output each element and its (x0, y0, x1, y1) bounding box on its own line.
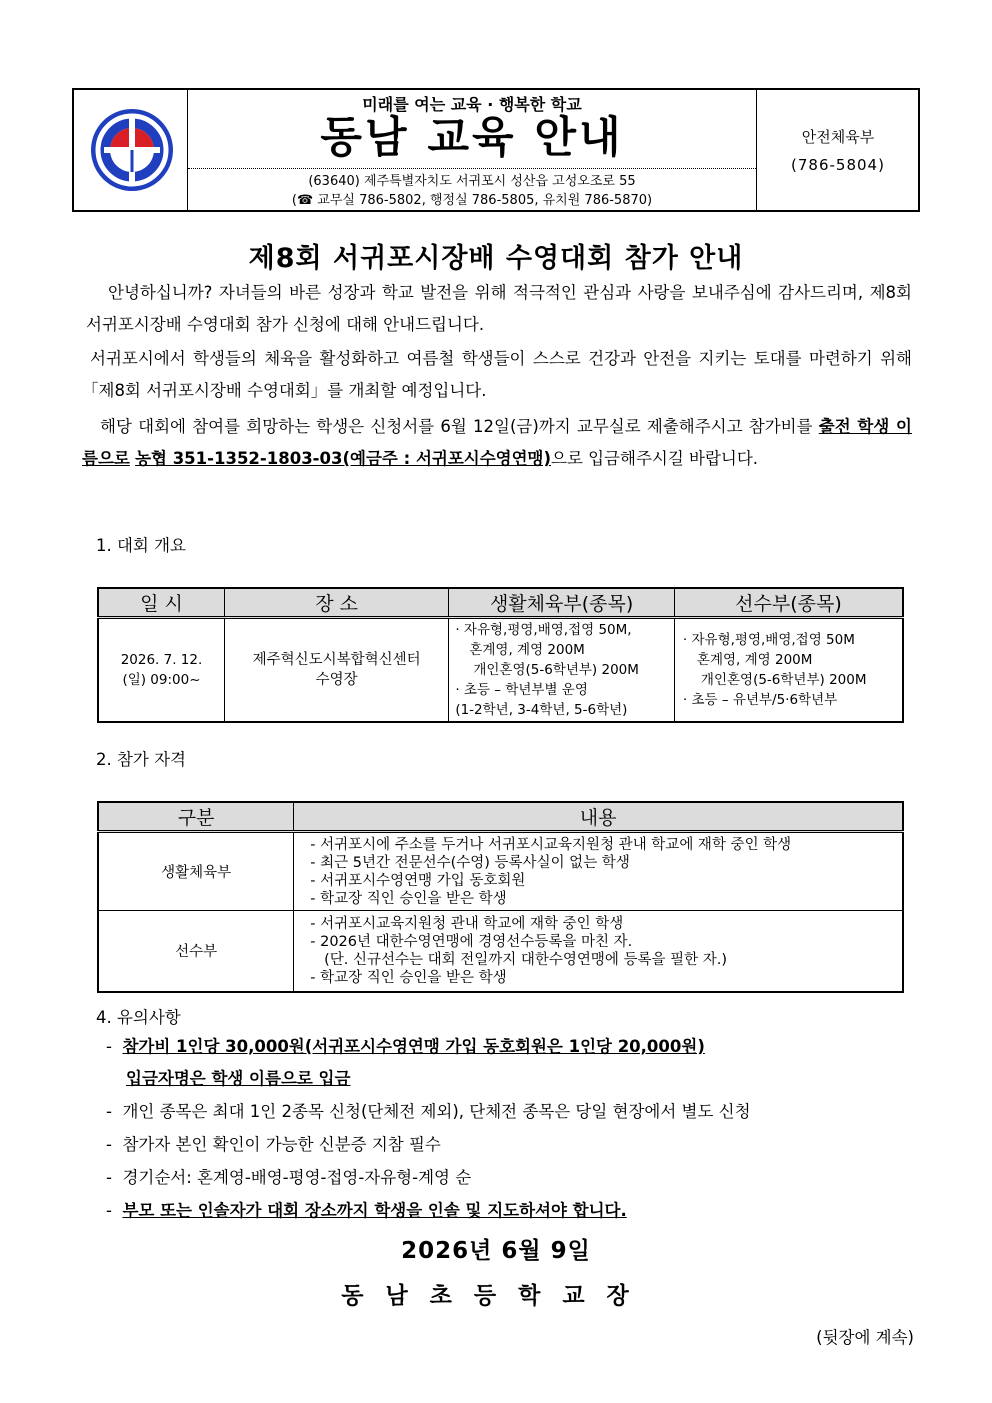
cell-content-amateur (294, 832, 903, 911)
cell-athlete (674, 618, 903, 722)
section-heading-eligibility: 2. 참가 자격 (96, 750, 186, 769)
list-item: - 최근 5년간 전문선수(수영) 등록사실이 없는 학생 (310, 854, 630, 871)
amateur-line-3: 개인혼영(5-6학년부) 200M (473, 661, 639, 678)
list-item: - 학교장 직인 승인을 받은 학생 (310, 969, 507, 986)
amateur-line-2: 혼계영, 계영 200M (469, 641, 585, 658)
cell-venue (224, 618, 448, 722)
athlete-line-1: · 자유형,평영,배영,접영 50M (682, 631, 855, 648)
bullet-dash: - (106, 1201, 112, 1220)
intro-text-3b: 출전 학생 이름으로 (82, 417, 912, 468)
slogan: 미래를 여는 교육 · 행복한 학교 (362, 95, 582, 114)
datetime-line-1: 2026. 7. 12. (120, 651, 203, 668)
cell-datetime (98, 618, 224, 722)
intro-paragraph-3 (82, 411, 912, 475)
table-row (98, 618, 903, 722)
datetime-line-2: (일) 09:00~ (122, 671, 201, 688)
bullet-dash: - (106, 1135, 112, 1154)
note-fee (106, 1036, 705, 1058)
list-item: (단. 신규선수는 대회 전일까지 대한수영연맹에 등록을 필한 자.) (310, 951, 728, 968)
guardian-text: 부모 또는 인솔자가 대회 장소까지 학생을 인솔 및 지도하셔야 합니다. (122, 1201, 627, 1220)
cell-category-athlete: 선수부 (98, 911, 294, 992)
intro-paragraph-1 (86, 277, 912, 341)
bullet-dash: - (106, 1102, 112, 1121)
school-contacts: (☎ 교무실 786-5802, 행정실 786-5805, 유치원 786-5870) (291, 193, 653, 208)
fee-text: 참가비 1인당 30,000원(서귀포시수영연맹 가입 동호회원은 1인당 20,000원) (122, 1037, 705, 1056)
list-item: - 2026년 대한수영연맹에 경영선수등록을 마친 자. (310, 933, 633, 950)
list-item: - 학교장 직인 승인을 받은 학생 (310, 890, 507, 907)
intro-text-3a: 해당 대회에 참여를 희망하는 학생은 신청서를 6월 12일(금)까지 교무실로 제출해주시고 참가비를 (100, 417, 819, 436)
venue-line-2: 수영장 (315, 671, 358, 688)
issue-date: 2026년 6월 9일 (401, 1238, 591, 1264)
school-emblem-icon (90, 108, 174, 192)
list-item: - 서귀포시수영연맹 가입 동호회원 (310, 872, 526, 889)
school-address: (63640) 제주특별자치도 서귀포시 성산읍 고성오조로 55 (308, 174, 636, 189)
intro-text-3e: 으로 입금해주시길 바랍니다. (551, 449, 759, 468)
cell-category-amateur: 생활체육부 (98, 832, 294, 911)
section-heading-overview: 1. 대회 개요 (96, 536, 186, 555)
amateur-line-1: · 자유형,평영,배영,접영 50M, (455, 621, 632, 638)
list-item: - 서귀포시교육지원청 관내 학교에 재학 중인 학생 (310, 915, 624, 932)
bullet-dash: - (106, 1037, 112, 1056)
note-item (106, 1101, 751, 1123)
letterhead (72, 88, 920, 212)
intro-text-1: 안녕하십니까? 자녀들의 바른 성장과 학교 발전을 위해 적극적인 관심과 사랑을 보내주심에 감사드리며, 제8회 서귀포시장배 수영대회 참가 신청에 대해 안내드립니다. (86, 283, 912, 334)
header-amateur: 생활체육부(종목) (449, 588, 675, 618)
bank-account: 농협 351-1352-1803-03(예금주 : 서귀포시수영연맹) (135, 449, 551, 468)
dotted-divider (188, 168, 756, 169)
venue-line-1: 제주혁신도시복합혁신센터 (252, 651, 421, 668)
header-content: 내용 (294, 802, 903, 832)
continued-note: (뒷장에 계속) (816, 1328, 914, 1347)
section-heading-notes: 4. 유의사항 (96, 1008, 181, 1027)
intro-paragraph-2 (82, 343, 912, 407)
table-row (98, 911, 903, 992)
intro-text-2: 서귀포시에서 학생들의 체육을 활성화하고 여름철 학생들이 스스로 건강과 안전을 지키는 토대를 마련하기 위해 「제8회 서귀포시장배 수영대회」를 개최할 예정입니다. (82, 349, 912, 400)
department-cell (756, 90, 918, 210)
list-item: - 서귀포시에 주소를 두거나 서귀포시교육지원청 관내 학교에 재학 중인 학생 (310, 836, 792, 853)
note-guardian (106, 1200, 627, 1222)
amateur-line-5: (1-2학년, 3-4학년, 5-6학년) (455, 701, 628, 718)
table-header-row (98, 802, 903, 832)
athlete-line-2: 혼계영, 계영 200M (696, 651, 813, 668)
department-phone: (786-5804) (791, 156, 885, 174)
bullet-dash: - (106, 1168, 112, 1187)
eligibility-table (97, 801, 904, 993)
athlete-line-3: 개인혼영(5-6학년부) 200M (700, 671, 867, 688)
cell-amateur (449, 618, 675, 722)
header-venue: 장 소 (224, 588, 448, 618)
table-header-row (98, 588, 903, 618)
note-text: 개인 종목은 최대 1인 2종목 신청(단체전 제외), 단체전 종목은 당일 현장에서 별도 신청 (122, 1102, 751, 1121)
header-datetime: 일 시 (98, 588, 224, 618)
cell-content-athlete (294, 911, 903, 992)
logo-cell (74, 90, 188, 210)
overview-table (97, 587, 904, 723)
amateur-line-4: · 초등 – 학년부별 운영 (455, 681, 588, 698)
department-name: 안전체육부 (801, 128, 875, 146)
newsletter-title: 동남 교육 안내 (320, 113, 624, 163)
athlete-line-4: · 초등 – 유년부/5·6학년부 (682, 691, 838, 708)
header-athlete: 선수부(종목) (674, 588, 903, 618)
letterhead-center (188, 90, 756, 210)
note-text: 경기순서: 혼계영-배영-평영-접영-자유형-계영 순 (122, 1168, 472, 1187)
depositor-text: 입금자명은 학생 이름으로 입금 (126, 1069, 351, 1088)
note-item (106, 1134, 441, 1156)
document-title: 제8회 서귀포시장배 수영대회 참가 안내 (248, 243, 744, 274)
note-item (106, 1167, 471, 1189)
note-text: 참가자 본인 확인이 가능한 신분증 지참 필수 (122, 1135, 441, 1154)
table-row (98, 832, 903, 911)
principal-signature-line: 동남초등학교장 (341, 1283, 651, 1309)
header-category: 구분 (98, 802, 294, 832)
note-depositor (126, 1068, 350, 1090)
